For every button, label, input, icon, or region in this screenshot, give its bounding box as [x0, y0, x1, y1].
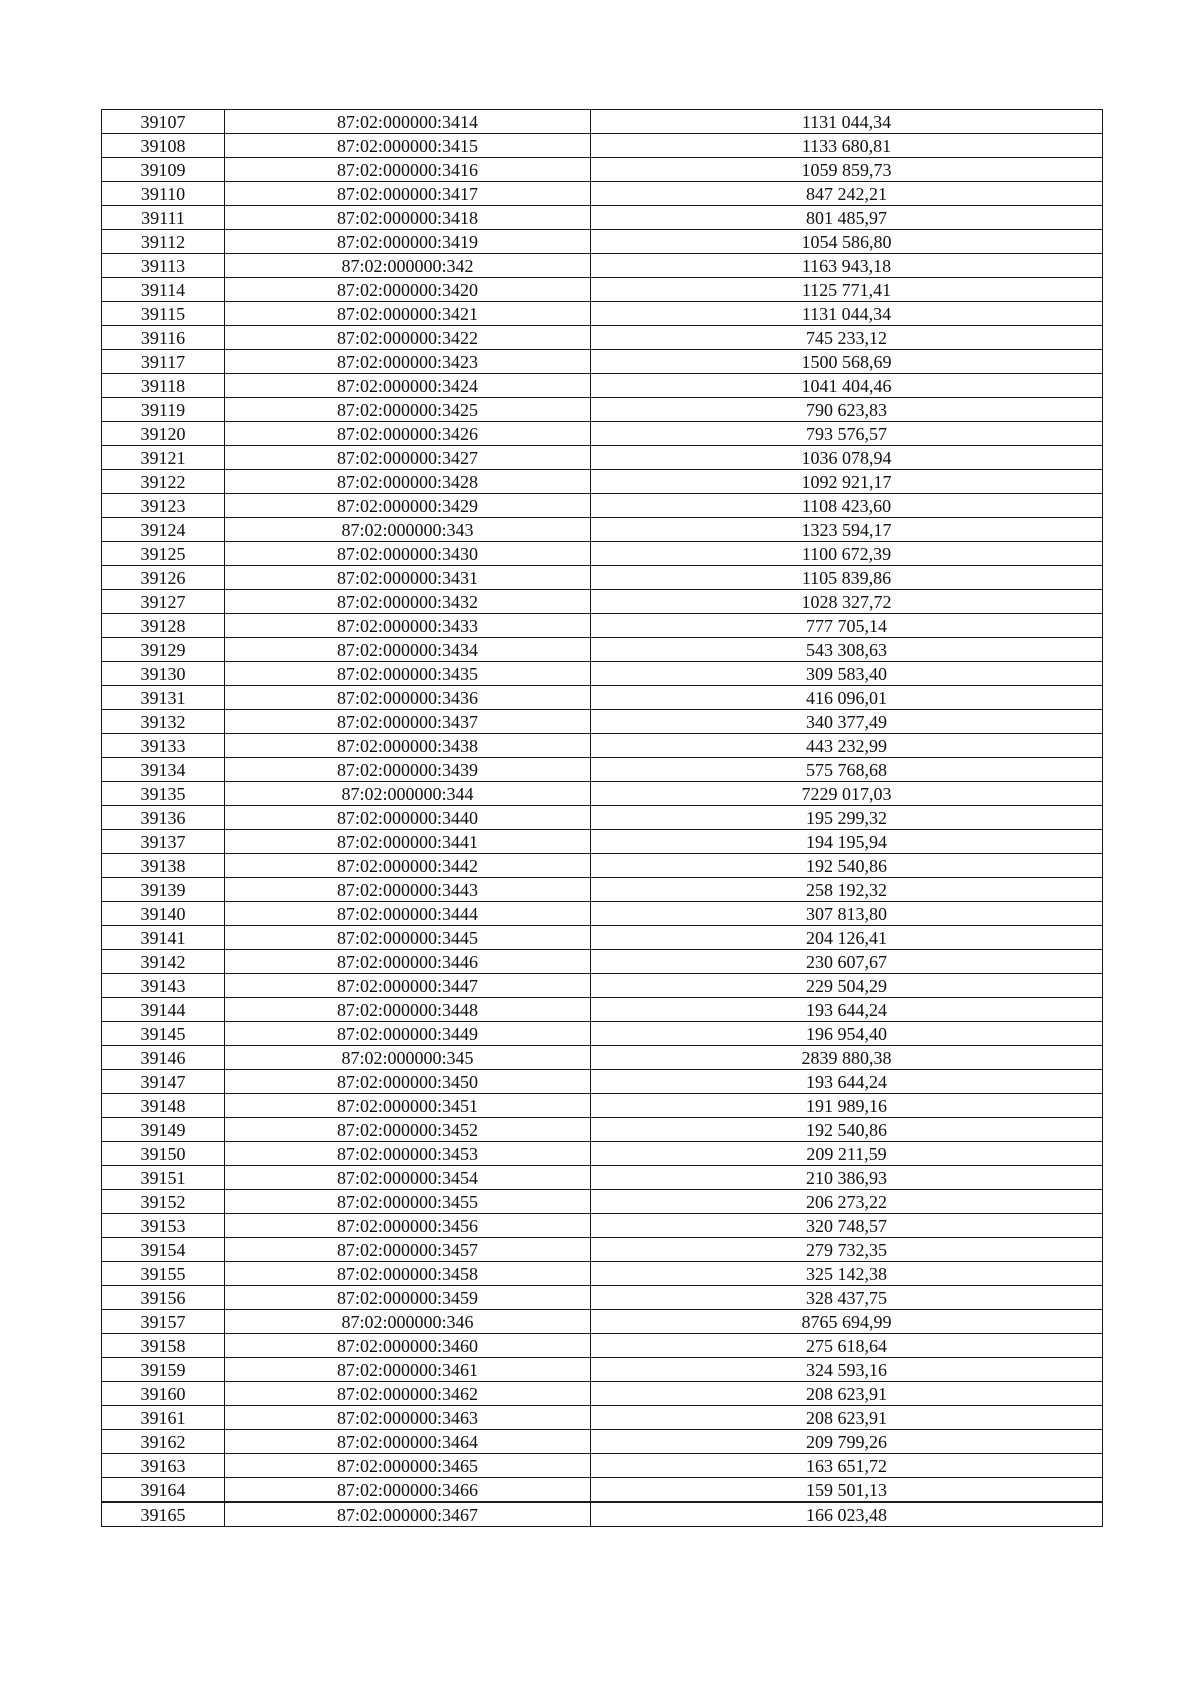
cadastral-number-cell: 87:02:000000:3443	[225, 878, 591, 902]
cadastral-number-cell: 87:02:000000:3453	[225, 1142, 591, 1166]
table-row	[102, 902, 1103, 926]
row-number-cell: 39131	[102, 686, 225, 710]
cadastral-number-cell: 87:02:000000:3441	[225, 830, 591, 854]
table-row	[102, 1430, 1103, 1454]
cadastral-number-cell: 87:02:000000:3420	[225, 278, 591, 302]
table-row	[102, 1166, 1103, 1190]
cadastral-number-cell: 87:02:000000:346	[225, 1310, 591, 1334]
cadastral-number-cell: 87:02:000000:3455	[225, 1190, 591, 1214]
value-cell: 1041 404,46	[591, 374, 1103, 398]
table-row	[102, 494, 1103, 518]
row-number-cell: 39164	[102, 1478, 225, 1503]
table-row	[102, 110, 1103, 134]
table-row	[102, 854, 1103, 878]
row-number-cell: 39108	[102, 134, 225, 158]
table-row	[102, 782, 1103, 806]
row-number-cell: 39137	[102, 830, 225, 854]
table-row	[102, 614, 1103, 638]
row-number-cell: 39147	[102, 1070, 225, 1094]
table-row	[102, 662, 1103, 686]
table-row	[102, 518, 1103, 542]
table-row	[102, 1478, 1103, 1503]
cadastral-number-cell: 87:02:000000:3446	[225, 950, 591, 974]
row-number-cell: 39116	[102, 326, 225, 350]
cadastral-number-cell: 87:02:000000:3423	[225, 350, 591, 374]
row-number-cell: 39149	[102, 1118, 225, 1142]
value-cell: 208 623,91	[591, 1406, 1103, 1430]
table-row	[102, 470, 1103, 494]
value-cell: 325 142,38	[591, 1262, 1103, 1286]
cadastral-number-cell: 87:02:000000:3429	[225, 494, 591, 518]
row-number-cell: 39156	[102, 1286, 225, 1310]
cadastral-number-cell: 87:02:000000:3417	[225, 182, 591, 206]
value-cell: 1036 078,94	[591, 446, 1103, 470]
value-cell: 416 096,01	[591, 686, 1103, 710]
value-cell: 1100 672,39	[591, 542, 1103, 566]
table-row	[102, 398, 1103, 422]
value-cell: 1105 839,86	[591, 566, 1103, 590]
cadastral-number-cell: 87:02:000000:3458	[225, 1262, 591, 1286]
row-number-cell: 39160	[102, 1382, 225, 1406]
cadastral-number-cell: 87:02:000000:3422	[225, 326, 591, 350]
cadastral-number-cell: 87:02:000000:3447	[225, 974, 591, 998]
cadastral-number-cell: 87:02:000000:3462	[225, 1382, 591, 1406]
cadastral-number-cell: 87:02:000000:3433	[225, 614, 591, 638]
value-cell: 163 651,72	[591, 1454, 1103, 1478]
row-number-cell: 39128	[102, 614, 225, 638]
table-row	[102, 878, 1103, 902]
row-number-cell: 39129	[102, 638, 225, 662]
row-number-cell: 39126	[102, 566, 225, 590]
row-number-cell: 39123	[102, 494, 225, 518]
table-row	[102, 1502, 1103, 1527]
cadastral-value-table	[101, 109, 1103, 1527]
value-cell: 7229 017,03	[591, 782, 1103, 806]
value-cell: 745 233,12	[591, 326, 1103, 350]
table-row	[102, 1190, 1103, 1214]
cadastral-number-cell: 87:02:000000:3463	[225, 1406, 591, 1430]
table-row	[102, 1334, 1103, 1358]
value-cell: 777 705,14	[591, 614, 1103, 638]
row-number-cell: 39117	[102, 350, 225, 374]
cadastral-number-cell: 87:02:000000:3435	[225, 662, 591, 686]
value-cell: 258 192,32	[591, 878, 1103, 902]
value-cell: 275 618,64	[591, 1334, 1103, 1358]
value-cell: 279 732,35	[591, 1238, 1103, 1262]
cadastral-number-cell: 87:02:000000:3464	[225, 1430, 591, 1454]
cadastral-number-cell: 87:02:000000:3421	[225, 302, 591, 326]
table-row	[102, 302, 1103, 326]
value-cell: 2839 880,38	[591, 1046, 1103, 1070]
value-cell: 328 437,75	[591, 1286, 1103, 1310]
table-row	[102, 806, 1103, 830]
row-number-cell: 39120	[102, 422, 225, 446]
row-number-cell: 39140	[102, 902, 225, 926]
row-number-cell: 39151	[102, 1166, 225, 1190]
table-row	[102, 1358, 1103, 1382]
value-cell: 1125 771,41	[591, 278, 1103, 302]
row-number-cell: 39148	[102, 1094, 225, 1118]
row-number-cell: 39150	[102, 1142, 225, 1166]
row-number-cell: 39115	[102, 302, 225, 326]
value-cell: 1323 594,17	[591, 518, 1103, 542]
table-row	[102, 134, 1103, 158]
value-cell: 196 954,40	[591, 1022, 1103, 1046]
cadastral-number-cell: 87:02:000000:3457	[225, 1238, 591, 1262]
row-number-cell: 39132	[102, 710, 225, 734]
cadastral-number-cell: 87:02:000000:3460	[225, 1334, 591, 1358]
table-row	[102, 1454, 1103, 1478]
value-cell: 1059 859,73	[591, 158, 1103, 182]
value-cell: 193 644,24	[591, 998, 1103, 1022]
row-number-cell: 39130	[102, 662, 225, 686]
value-cell: 1133 680,81	[591, 134, 1103, 158]
table-row	[102, 1286, 1103, 1310]
table-row	[102, 1310, 1103, 1334]
table-row	[102, 1262, 1103, 1286]
row-number-cell: 39110	[102, 182, 225, 206]
table-row	[102, 998, 1103, 1022]
table-row	[102, 1382, 1103, 1406]
cadastral-number-cell: 87:02:000000:3415	[225, 134, 591, 158]
value-cell: 1108 423,60	[591, 494, 1103, 518]
row-number-cell: 39118	[102, 374, 225, 398]
table-row	[102, 1022, 1103, 1046]
value-cell: 1500 568,69	[591, 350, 1103, 374]
row-number-cell: 39138	[102, 854, 225, 878]
cadastral-number-cell: 87:02:000000:3451	[225, 1094, 591, 1118]
row-number-cell: 39158	[102, 1334, 225, 1358]
cadastral-number-cell: 87:02:000000:345	[225, 1046, 591, 1070]
value-cell: 575 768,68	[591, 758, 1103, 782]
table-row	[102, 254, 1103, 278]
table-row	[102, 686, 1103, 710]
cadastral-number-cell: 87:02:000000:3459	[225, 1286, 591, 1310]
row-number-cell: 39119	[102, 398, 225, 422]
cadastral-number-cell: 87:02:000000:3436	[225, 686, 591, 710]
value-cell: 229 504,29	[591, 974, 1103, 998]
table-row	[102, 590, 1103, 614]
table-row	[102, 374, 1103, 398]
row-number-cell: 39114	[102, 278, 225, 302]
table-row	[102, 1214, 1103, 1238]
cadastral-number-cell: 87:02:000000:3419	[225, 230, 591, 254]
value-cell: 208 623,91	[591, 1382, 1103, 1406]
table-row	[102, 1046, 1103, 1070]
row-number-cell: 39139	[102, 878, 225, 902]
cadastral-number-cell: 87:02:000000:3440	[225, 806, 591, 830]
row-number-cell: 39124	[102, 518, 225, 542]
value-cell: 209 799,26	[591, 1430, 1103, 1454]
table-row	[102, 326, 1103, 350]
value-cell: 1054 586,80	[591, 230, 1103, 254]
row-number-cell: 39121	[102, 446, 225, 470]
row-number-cell: 39143	[102, 974, 225, 998]
cadastral-number-cell: 87:02:000000:3425	[225, 398, 591, 422]
cadastral-number-cell: 87:02:000000:3438	[225, 734, 591, 758]
table-row	[102, 158, 1103, 182]
table-row	[102, 230, 1103, 254]
row-number-cell: 39155	[102, 1262, 225, 1286]
row-number-cell: 39122	[102, 470, 225, 494]
cadastral-number-cell: 87:02:000000:3461	[225, 1358, 591, 1382]
row-number-cell: 39136	[102, 806, 225, 830]
cadastral-number-cell: 87:02:000000:3449	[225, 1022, 591, 1046]
value-cell: 159 501,13	[591, 1478, 1103, 1503]
cadastral-number-cell: 87:02:000000:3454	[225, 1166, 591, 1190]
cadastral-number-cell: 87:02:000000:343	[225, 518, 591, 542]
value-cell: 801 485,97	[591, 206, 1103, 230]
cadastral-number-cell: 87:02:000000:3426	[225, 422, 591, 446]
table-row	[102, 950, 1103, 974]
value-cell: 790 623,83	[591, 398, 1103, 422]
row-number-cell: 39107	[102, 110, 225, 134]
table-row	[102, 446, 1103, 470]
table-row	[102, 1118, 1103, 1142]
value-cell: 194 195,94	[591, 830, 1103, 854]
cadastral-number-cell: 87:02:000000:3467	[225, 1502, 591, 1527]
row-number-cell: 39161	[102, 1406, 225, 1430]
row-number-cell: 39127	[102, 590, 225, 614]
value-cell: 543 308,63	[591, 638, 1103, 662]
row-number-cell: 39141	[102, 926, 225, 950]
cadastral-number-cell: 87:02:000000:3445	[225, 926, 591, 950]
value-cell: 1131 044,34	[591, 302, 1103, 326]
value-cell: 309 583,40	[591, 662, 1103, 686]
table-row	[102, 542, 1103, 566]
row-number-cell: 39145	[102, 1022, 225, 1046]
value-cell: 191 989,16	[591, 1094, 1103, 1118]
value-cell: 340 377,49	[591, 710, 1103, 734]
row-number-cell: 39135	[102, 782, 225, 806]
row-number-cell: 39146	[102, 1046, 225, 1070]
table-row	[102, 926, 1103, 950]
cadastral-number-cell: 87:02:000000:3428	[225, 470, 591, 494]
value-cell: 1092 921,17	[591, 470, 1103, 494]
table-row	[102, 758, 1103, 782]
cadastral-number-cell: 87:02:000000:3427	[225, 446, 591, 470]
value-cell: 1028 327,72	[591, 590, 1103, 614]
table-row	[102, 278, 1103, 302]
row-number-cell: 39153	[102, 1214, 225, 1238]
cadastral-number-cell: 87:02:000000:3414	[225, 110, 591, 134]
table-row	[102, 1406, 1103, 1430]
cadastral-number-cell: 87:02:000000:3434	[225, 638, 591, 662]
row-number-cell: 39112	[102, 230, 225, 254]
cadastral-number-cell: 87:02:000000:3452	[225, 1118, 591, 1142]
value-cell: 320 748,57	[591, 1214, 1103, 1238]
row-number-cell: 39162	[102, 1430, 225, 1454]
value-cell: 307 813,80	[591, 902, 1103, 926]
cadastral-number-cell: 87:02:000000:3466	[225, 1478, 591, 1503]
row-number-cell: 39133	[102, 734, 225, 758]
table-row	[102, 566, 1103, 590]
table-row	[102, 830, 1103, 854]
table-row	[102, 350, 1103, 374]
cadastral-number-cell: 87:02:000000:344	[225, 782, 591, 806]
row-number-cell: 39165	[102, 1502, 225, 1527]
row-number-cell: 39157	[102, 1310, 225, 1334]
table-row	[102, 638, 1103, 662]
row-number-cell: 39113	[102, 254, 225, 278]
cadastral-number-cell: 87:02:000000:3437	[225, 710, 591, 734]
table-row	[102, 1238, 1103, 1262]
row-number-cell: 39125	[102, 542, 225, 566]
row-number-cell: 39154	[102, 1238, 225, 1262]
row-number-cell: 39134	[102, 758, 225, 782]
value-cell: 793 576,57	[591, 422, 1103, 446]
table-row	[102, 422, 1103, 446]
table-row	[102, 1070, 1103, 1094]
table-row	[102, 206, 1103, 230]
cadastral-number-cell: 87:02:000000:3439	[225, 758, 591, 782]
row-number-cell: 39109	[102, 158, 225, 182]
cadastral-number-cell: 87:02:000000:3424	[225, 374, 591, 398]
row-number-cell: 39142	[102, 950, 225, 974]
cadastral-number-cell: 87:02:000000:3430	[225, 542, 591, 566]
cadastral-number-cell: 87:02:000000:3448	[225, 998, 591, 1022]
value-cell: 210 386,93	[591, 1166, 1103, 1190]
row-number-cell: 39159	[102, 1358, 225, 1382]
cadastral-number-cell: 87:02:000000:3431	[225, 566, 591, 590]
value-cell: 1131 044,34	[591, 110, 1103, 134]
value-cell: 847 242,21	[591, 182, 1103, 206]
table-row	[102, 1142, 1103, 1166]
value-cell: 1163 943,18	[591, 254, 1103, 278]
cadastral-number-cell: 87:02:000000:3442	[225, 854, 591, 878]
value-cell: 166 023,48	[591, 1502, 1103, 1527]
table-row	[102, 710, 1103, 734]
value-cell: 209 211,59	[591, 1142, 1103, 1166]
value-cell: 443 232,99	[591, 734, 1103, 758]
value-cell: 192 540,86	[591, 1118, 1103, 1142]
table-row	[102, 974, 1103, 998]
value-cell: 192 540,86	[591, 854, 1103, 878]
row-number-cell: 39152	[102, 1190, 225, 1214]
cadastral-number-cell: 87:02:000000:3465	[225, 1454, 591, 1478]
row-number-cell: 39144	[102, 998, 225, 1022]
value-cell: 193 644,24	[591, 1070, 1103, 1094]
cadastral-number-cell: 87:02:000000:3432	[225, 590, 591, 614]
value-cell: 324 593,16	[591, 1358, 1103, 1382]
value-cell: 230 607,67	[591, 950, 1103, 974]
cadastral-number-cell: 87:02:000000:3416	[225, 158, 591, 182]
table-row	[102, 1094, 1103, 1118]
cadastral-number-cell: 87:02:000000:342	[225, 254, 591, 278]
table-row	[102, 182, 1103, 206]
cadastral-number-cell: 87:02:000000:3418	[225, 206, 591, 230]
cadastral-number-cell: 87:02:000000:3450	[225, 1070, 591, 1094]
value-cell: 206 273,22	[591, 1190, 1103, 1214]
table-body	[102, 110, 1103, 1527]
row-number-cell: 39111	[102, 206, 225, 230]
cadastral-number-cell: 87:02:000000:3444	[225, 902, 591, 926]
value-cell: 195 299,32	[591, 806, 1103, 830]
table-row	[102, 734, 1103, 758]
value-cell: 8765 694,99	[591, 1310, 1103, 1334]
value-cell: 204 126,41	[591, 926, 1103, 950]
cadastral-number-cell: 87:02:000000:3456	[225, 1214, 591, 1238]
row-number-cell: 39163	[102, 1454, 225, 1478]
